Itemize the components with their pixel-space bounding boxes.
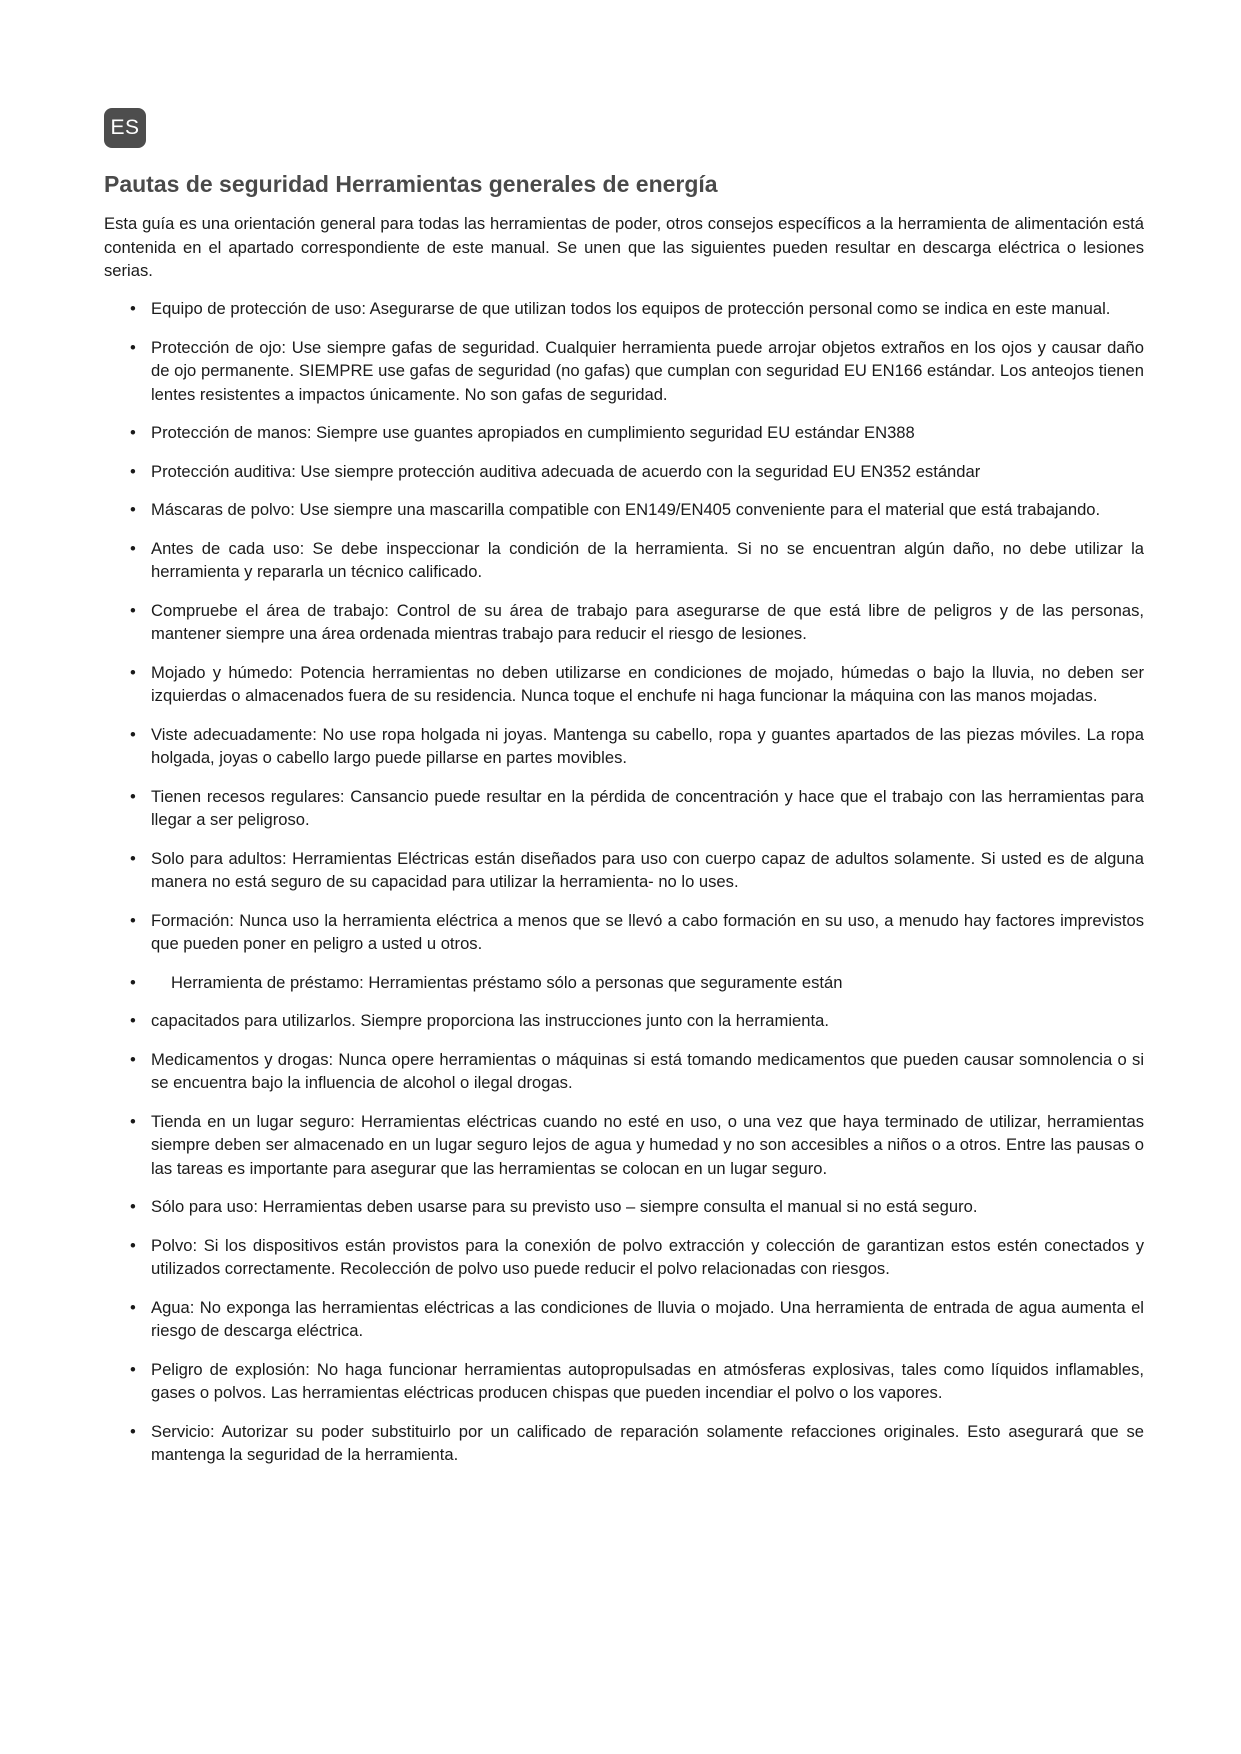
list-item [130,460,1144,484]
bullet-icon: • [130,299,136,318]
bullet-icon: • [130,423,136,442]
list-item [130,847,1144,894]
rule-text: Servicio: Autorizar su poder substituirlo por un calificado de reparación solamente refacciones originales. Esto asegurará que se mantenga la seguridad de la herramienta. [151,1421,1144,1464]
rule-text: Agua: No exponga las herramientas eléctricas a las condiciones de lluvia o mojado. Una herramienta de entrada de agua aumenta el riesgo de descarga eléctrica. [151,1297,1144,1340]
bullet-icon: • [130,1235,136,1255]
bullet-icon: • [130,1197,136,1216]
rule-text: Herramienta de préstamo: Herramientas préstamo sólo a personas que seguramente están [171,972,843,992]
list-item [130,1048,1144,1095]
bullet-icon: • [130,461,136,481]
bullet-icon: • [130,1111,136,1131]
rule-text: Formación: Nunca uso la herramienta eléctrica a menos que se llevó a cabo formación en su uso, a menudo hay factores imprevistos que pueden poner en peligro a usted u otros. [151,910,1144,953]
rule-text: Antes de cada uso: Se debe inspeccionar la condición de la herramienta. Si no se encuentran algún daño, no debe utilizar la herramienta y repararla un técnico calificado. [151,538,1144,581]
rule-text: Protección de manos: Siempre use guantes apropiados en cumplimiento seguridad EU estándar EN388 [151,423,915,442]
rule-text: Tienda en un lugar seguro: Herramientas eléctricas cuando no esté en uso, o una vez que haya terminado de utilizar, herramientas siempre deben ser almacenado en un lugar seguro lejos de agua y humedad y no son accesibles a niños o a otros. Entre las pausas o las tareas es importante para asegurar que las herramientas se colocan en un lugar seguro. [151,1111,1144,1178]
bullet-icon: • [130,1049,136,1069]
list-item [130,498,1144,522]
rule-text: Equipo de protección de uso: Asegurarse de que utilizan todos los equipos de protección personal como se indica en este manual. [151,299,1111,318]
rule-text: Viste adecuadamente: No use ropa holgada ni joyas. Mantenga su cabello, ropa y guantes apartados de las piezas móviles. La ropa holgada, joyas o cabello largo puede pillarse en partes movibles. [151,724,1144,767]
rule-text: Medicamentos y drogas: Nunca opere herramientas o máquinas si está tomando medicamentos que pueden causar somnolencia o si se encuentra bajo la influencia de alcohol o ilegal drogas. [151,1049,1144,1092]
safety-rules-list [130,297,1144,1482]
list-item [130,537,1144,584]
bullet-icon: • [130,1359,136,1379]
bullet-icon: • [130,1297,136,1317]
bullet-icon: • [130,848,136,868]
rule-text: Peligro de explosión: No haga funcionar herramientas autopropulsadas en atmósferas explosivas, tales como líquidos inflamables, gases o polvos. Las herramientas eléctricas producen chispas que pueden incendiar el polvo o los vapores. [151,1359,1144,1402]
bullet-icon: • [130,910,136,930]
rule-text: Máscaras de polvo: Use siempre una mascarilla compatible con EN149/EN405 conveniente para el material que está trabajando. [151,500,1101,519]
rule-text: Sólo para uso: Herramientas deben usarse para su previsto uso – siempre consulta el manual si no está seguro. [151,1197,978,1216]
rule-text: Compruebe el área de trabajo: Control de su área de trabajo para asegurarse de que está libre de peligros y de las personas, mantener siempre una área ordenada mientras trabajo para reducir el riesgo de lesiones. [151,600,1144,643]
list-item [130,1420,1144,1467]
bullet-icon: • [130,786,136,806]
language-badge: ES [104,108,146,148]
bullet-icon: • [130,337,136,357]
bullet-icon: • [130,500,136,519]
list-item [130,1296,1144,1343]
rule-text: Protección de ojo: Use siempre gafas de seguridad. Cualquier herramienta puede arrojar objetos extraños en los ojos y causar daño de ojo permanente. SIEMPRE use gafas de seguridad (no gafas) que cumplan con seguridad EU EN166 estándar. Los anteojos tienen lentes resistentes a impactos únicamente. No son gafas de seguridad. [151,337,1144,404]
bullet-icon: • [130,1011,136,1030]
list-item [130,1110,1144,1181]
bullet-icon: • [130,600,136,620]
list-item [130,971,1144,995]
intro-paragraph: Esta guía es una orientación general para todas las herramientas de poder, otros consejos específicos a la herramienta de alimentación está contenida en el apartado correspondiente de este manual. Se unen que las siguientes pueden resultar en descarga eléctrica o lesiones serias. [104,214,1144,280]
rule-text: Mojado y húmedo: Potencia herramientas no deben utilizarse en condiciones de mojado, húmedas o bajo la lluvia, no deben ser izquierdas o almacenados fuera de su residencia. Nunca toque el enchufe ni haga funcionar la máquina con las manos mojadas. [151,662,1144,705]
bullet-icon: • [130,662,136,682]
list-item [130,723,1144,770]
list-item [130,785,1144,832]
list-item [130,1234,1144,1281]
rule-text: Polvo: Si los dispositivos están provistos para la conexión de polvo extracción y colección de garantizan estos estén conectados y utilizados correctamente. Recolección de polvo uso puede reducir el polvo relacionadas con riesgos. [151,1235,1144,1278]
bullet-icon: • [130,972,136,992]
list-item [130,909,1144,956]
list-item [130,1195,1144,1219]
bullet-icon: • [130,724,136,744]
list-item [130,297,1144,321]
rule-text: Protección auditiva: Use siempre protección auditiva adecuada de acuerdo con la seguridad EU EN352 estándar [151,461,981,481]
rule-text: Solo para adultos: Herramientas Eléctricas están diseñados para uso con cuerpo capaz de adultos solamente. Si usted es de alguna manera no está seguro de su capacidad para utilizar la herramienta- no lo uses. [151,848,1144,891]
page-title: Pautas de seguridad Herramientas generales de energía [104,171,718,197]
bullet-icon: • [130,538,136,558]
bullet-icon: • [130,1421,136,1441]
list-item [130,421,1144,445]
rule-text: capacitados para utilizarlos. Siempre proporciona las instrucciones junto con la herramienta. [151,1011,829,1030]
list-item [130,1358,1144,1405]
list-item [130,599,1144,646]
list-item [130,1009,1144,1033]
list-item [130,336,1144,407]
rule-text: Tienen recesos regulares: Cansancio puede resultar en la pérdida de concentración y hace que el trabajo con las herramientas para llegar a ser peligroso. [151,786,1144,829]
list-item [130,661,1144,708]
